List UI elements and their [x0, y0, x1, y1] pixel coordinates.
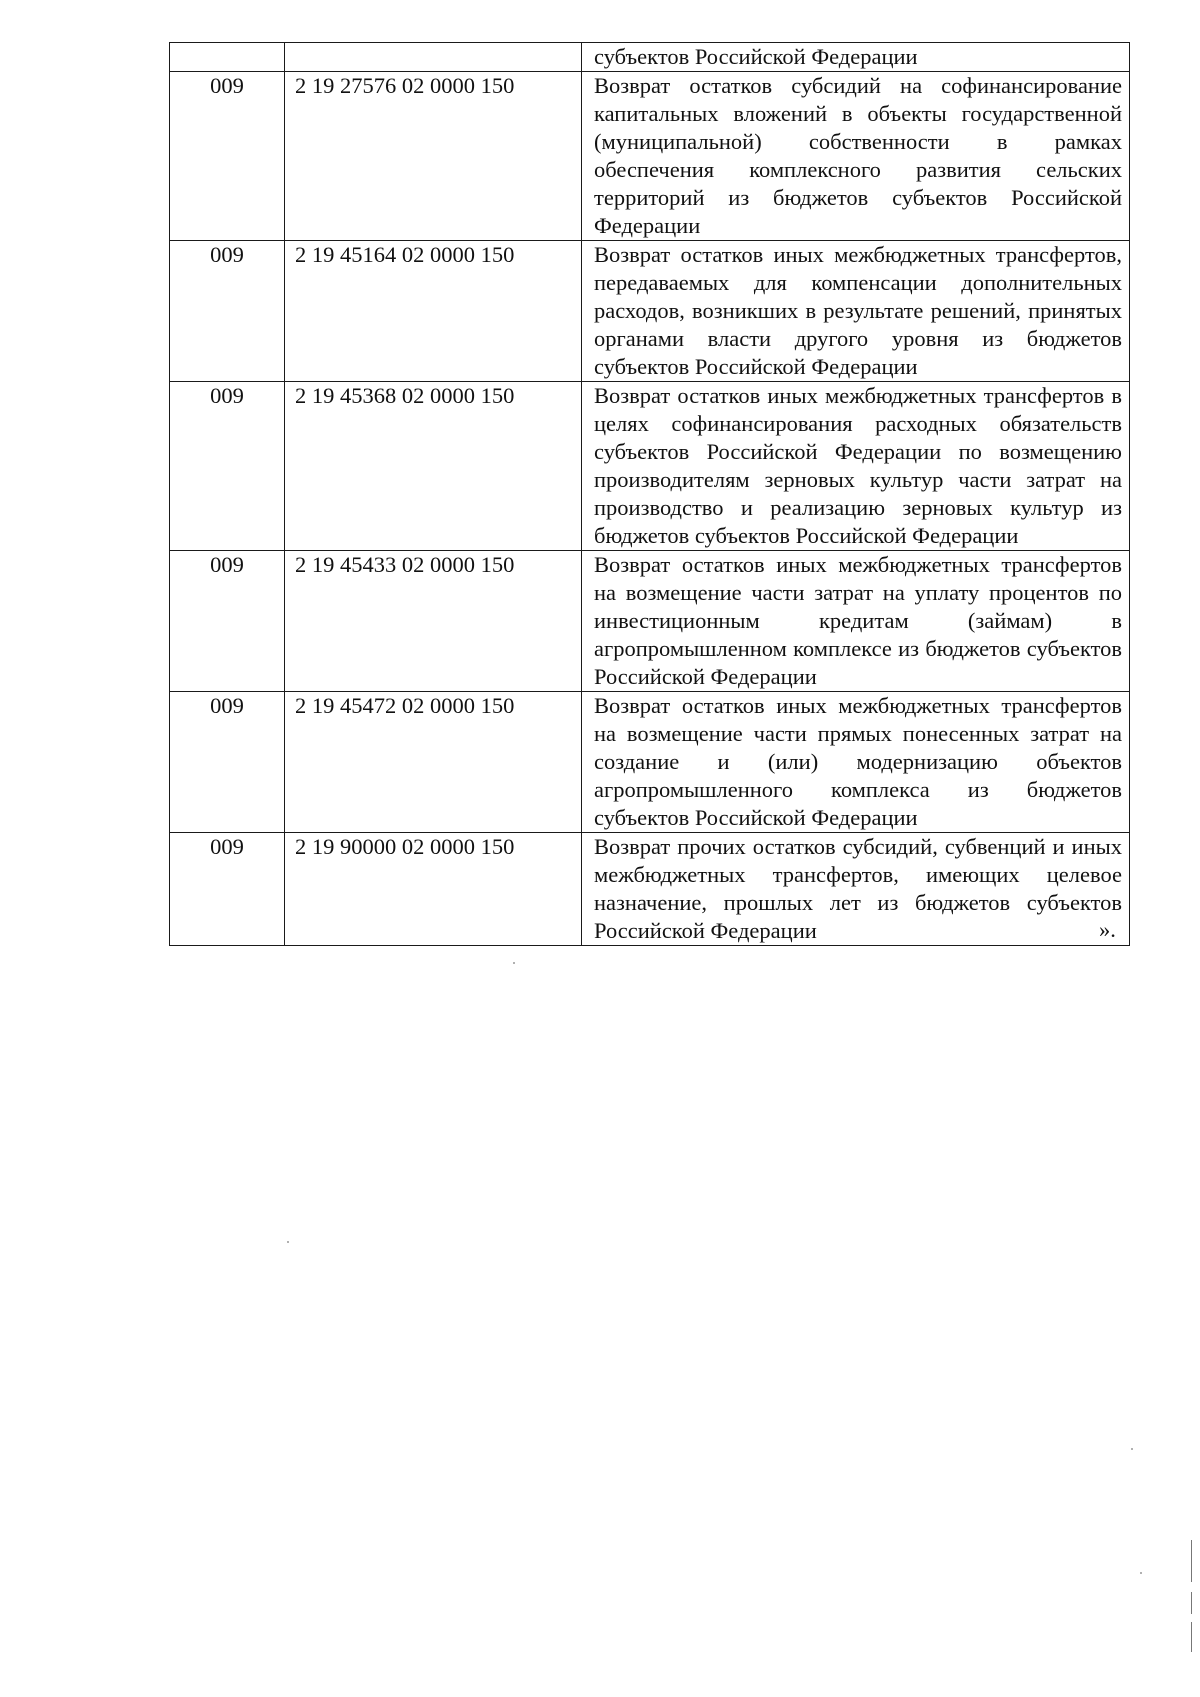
budget-classification-code-cell: 2 19 45472 02 0000 150 — [285, 692, 582, 833]
revenue-name-cell — [582, 72, 1130, 241]
admin-code-cell: 009 — [170, 241, 285, 382]
revenue-name-cell — [582, 382, 1130, 551]
budget-codes-table — [169, 42, 1130, 946]
budget-classification-code-cell: 2 19 27576 02 0000 150 — [285, 72, 582, 241]
revenue-name-text: Возврат остатков иных межбюджетных трансфертов, передаваемых для компенсации дополнительных расходов, возникших в результате решений, принятых органами власти другого уровня из бюджетов субъектов Российской Федерации — [594, 242, 1122, 379]
admin-code-cell: 009 — [170, 692, 285, 833]
table-row — [170, 692, 1130, 833]
admin-code-cell: 009 — [170, 833, 285, 946]
scan-edge-mark — [1191, 1592, 1192, 1614]
budget-classification-code-cell: 2 19 90000 02 0000 150 — [285, 833, 582, 946]
table-row — [170, 551, 1130, 692]
scan-edge-mark — [1191, 1622, 1192, 1652]
budget-classification-code-cell: 2 19 45164 02 0000 150 — [285, 241, 582, 382]
table-row — [170, 43, 1130, 72]
table-body — [170, 43, 1130, 946]
budget-classification-code-cell: 2 19 45368 02 0000 150 — [285, 382, 582, 551]
scan-edge-mark — [1191, 1540, 1192, 1582]
budget-classification-code-cell: 2 19 45433 02 0000 150 — [285, 551, 582, 692]
admin-code-cell: 009 — [170, 382, 285, 551]
closing-quote-mark: ». — [1099, 916, 1116, 942]
revenue-name-cell — [582, 551, 1130, 692]
revenue-name-text: Возврат остатков иных межбюджетных трансфертов в целях софинансирования расходных обязательств субъектов Российской Федерации по возмещению производителям зерновых культур части затрат на производство и реализацию зерновых культур из бюджетов субъектов Российской Федерации — [594, 383, 1122, 548]
scan-speck — [1140, 1572, 1142, 1574]
revenue-name-cell — [582, 241, 1130, 382]
table-row — [170, 833, 1130, 946]
budget-classification-code-cell — [285, 43, 582, 72]
scan-speck — [1131, 1448, 1133, 1450]
revenue-name-cell — [582, 43, 1130, 72]
admin-code-cell — [170, 43, 285, 72]
admin-code-cell: 009 — [170, 551, 285, 692]
revenue-name-cell — [582, 833, 1130, 946]
table-row — [170, 382, 1130, 551]
admin-code-cell: 009 — [170, 72, 285, 241]
revenue-name-cell — [582, 692, 1130, 833]
revenue-name-text: Возврат прочих остатков субсидий, субвенций и иных межбюджетных трансфертов, имеющих целевое назначение, прошлых лет из бюджетов субъектов Российской Федерации — [594, 834, 1122, 943]
table-row — [170, 72, 1130, 241]
scan-speck — [287, 1241, 289, 1243]
revenue-name-text: субъектов Российской Федерации — [594, 44, 918, 69]
revenue-name-text: Возврат остатков иных межбюджетных трансфертов на возмещение части затрат на уплату процентов по инвестиционным кредитам (займам) в агропромышленном комплексе из бюджетов субъектов Российской Федерации — [594, 552, 1122, 689]
revenue-name-text: Возврат остатков иных межбюджетных трансфертов на возмещение части прямых понесенных затрат на создание и (или) модернизацию объектов агропромышленного комплекса из бюджетов субъектов Российской Федерации — [594, 693, 1122, 830]
revenue-name-text: Возврат остатков субсидий на софинансирование капитальных вложений в объекты государственной (муниципальной) собственности в рамках обеспечения комплексного развития сельских территорий из бюджетов субъектов Российской Федерации — [594, 73, 1122, 238]
table-row — [170, 241, 1130, 382]
scan-speck — [513, 962, 515, 964]
